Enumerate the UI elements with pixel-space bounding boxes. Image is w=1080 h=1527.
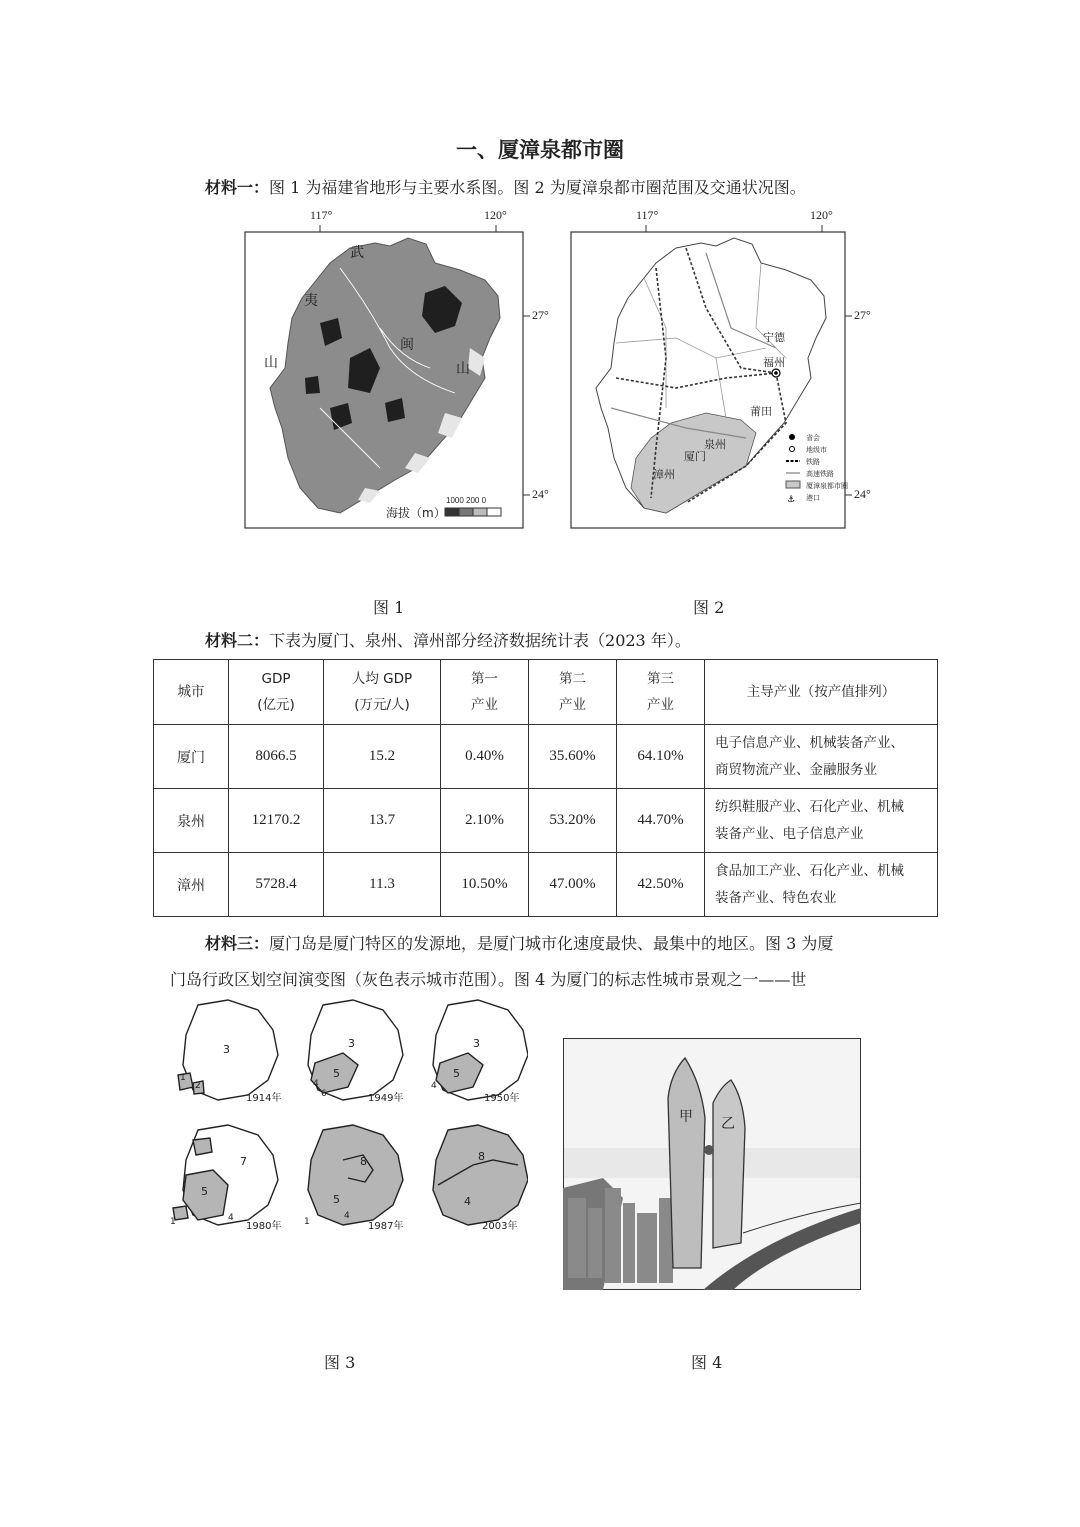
mountain-label-shan-1: 山 <box>264 355 278 371</box>
mountain-label-min: 闽 <box>400 337 414 353</box>
material1-label: 材料一： <box>205 178 270 197</box>
fig1-map-svg <box>230 208 530 538</box>
cell-secondary: 47.00% <box>529 853 617 917</box>
mountain-label-shan-2: 山 <box>456 361 470 377</box>
table-row <box>154 789 938 853</box>
cell-gdp: 12170.2 <box>229 789 324 853</box>
fig3-1987-label-1: 1 <box>304 1217 310 1227</box>
figure-1-caption: 图 1 <box>373 598 405 617</box>
panel-1949 <box>308 1000 403 1100</box>
fig3-1980-label-4: 4 <box>228 1213 234 1223</box>
header-city: 城市 <box>154 660 229 725</box>
header-per-capita-gdp: 人均 GDP (万元/人) <box>324 660 441 725</box>
fig3-1950-label-4: 4 <box>431 1081 437 1091</box>
legend-title: 海拔（m） <box>386 506 446 520</box>
tower-label-jia: 甲 <box>679 1109 693 1125</box>
city-zhangzhou: 漳州 <box>653 468 675 481</box>
panel-1980 <box>173 1125 278 1225</box>
fig1-lat-24: 24° <box>532 487 549 501</box>
material2-text: 下表为厦门、泉州、漳州部分经济数据统计表（2023 年）。 <box>269 631 691 650</box>
cell-gdp: 8066.5 <box>229 725 324 789</box>
fig2-lon-120: 120° <box>810 208 833 222</box>
fig3-1987-label-4: 4 <box>344 1211 350 1221</box>
material1-text: 图 1 为福建省地形与主要水系图。图 2 为厦漳泉都市圈范围及交通状况图。 <box>269 178 806 197</box>
fig1-lon-120: 120° <box>484 208 507 222</box>
cell-industries: 纺织鞋服产业、石化产业、机械 装备产业、电子信息产业 <box>705 789 938 853</box>
material2-paragraph <box>205 629 691 653</box>
mountain-label-yi: 夷 <box>304 293 318 309</box>
material2-label: 材料二： <box>205 631 270 650</box>
city-quanzhou: 泉州 <box>704 438 726 451</box>
legend-prefecture-city: 地级市 <box>806 446 827 454</box>
figure-3-island-evolution <box>168 995 528 1245</box>
legend-railway: 铁路 <box>806 458 820 466</box>
fig3-year-1914: 1914年 <box>246 1093 282 1104</box>
legend-highspeed-rail: 高速铁路 <box>806 470 834 478</box>
fig3-2003-label-4: 4 <box>464 1195 471 1208</box>
fig3-1914-label-1: 1 <box>180 1073 186 1083</box>
fig3-1914-label-3: 3 <box>223 1043 230 1056</box>
fig2-lat-24: 24° <box>854 487 871 501</box>
figure-4-caption: 图 4 <box>691 1353 723 1372</box>
city-putian: 莆田 <box>750 405 772 418</box>
fig3-1949-label-3: 3 <box>348 1037 355 1050</box>
cell-city: 漳州 <box>154 853 229 917</box>
fig3-1949-label-5: 5 <box>333 1067 340 1080</box>
fig2-lon-117: 117° <box>636 208 659 222</box>
fig3-1949-label-4: 4 <box>313 1079 319 1089</box>
panel-2003 <box>433 1125 528 1225</box>
fig2-lat-27: 27° <box>854 308 871 322</box>
cell-per-capita: 13.7 <box>324 789 441 853</box>
tower-jia <box>668 1058 705 1268</box>
legend-capital: 省会 <box>806 434 820 442</box>
figure-3-caption: 图 3 <box>324 1353 356 1372</box>
fig3-year-2003: 2003年 <box>482 1221 518 1232</box>
cell-primary: 0.40% <box>441 725 529 789</box>
fig3-year-1980: 1980年 <box>246 1221 282 1232</box>
fig1-lon-117: 117° <box>310 208 333 222</box>
table-row <box>154 725 938 789</box>
figure-1-terrain-map <box>230 208 549 538</box>
figure-4-landmark-photo <box>563 1038 861 1290</box>
cell-tertiary: 44.70% <box>617 789 705 853</box>
mountain-label-wu: 武 <box>350 245 364 261</box>
svg-text:⚓: ⚓ <box>787 495 796 505</box>
cell-city: 泉州 <box>154 789 229 853</box>
panel-1950 <box>433 1000 528 1100</box>
fig3-year-1949: 1949年 <box>368 1093 404 1104</box>
photo-marker-dot <box>704 1145 714 1155</box>
city-fuzhou: 福州 <box>763 356 785 369</box>
cell-industries: 电子信息产业、机械装备产业、 商贸物流产业、金融服务业 <box>705 725 938 789</box>
economic-data-table <box>153 659 938 917</box>
elevation-legend <box>445 508 501 516</box>
city-xiamen: 厦门 <box>684 450 706 463</box>
fig3-panels-svg <box>168 995 528 1245</box>
header-tertiary-industry: 第三 产业 <box>617 660 705 725</box>
legend-values: 1000 200 0 <box>446 496 487 505</box>
material3-text-1: 厦门岛是厦门特区的发源地，是厦门城市化速度最快、最集中的地区。图 3 为厦 <box>269 934 834 953</box>
table-header-row <box>154 660 938 725</box>
material3-paragraph-line2: 门岛行政区划空间演变图（灰色表示城市范围）。图 4 为厦门的标志性城市景观之一——世 <box>170 970 807 989</box>
fig3-1980-label-1: 1 <box>170 1217 176 1227</box>
panel-1987 <box>308 1125 403 1225</box>
fig3-year-1987: 1987年 <box>368 1221 404 1232</box>
section-title: 一、厦漳泉都市圈 <box>456 138 624 162</box>
material1-paragraph <box>205 176 806 200</box>
fig3-1980-label-5: 5 <box>201 1185 208 1198</box>
cell-per-capita: 11.3 <box>324 853 441 917</box>
header-secondary-industry: 第二 产业 <box>529 660 617 725</box>
cell-primary: 10.50% <box>441 853 529 917</box>
figure-2-caption: 图 2 <box>693 598 725 617</box>
header-primary-industry: 第一 产业 <box>441 660 529 725</box>
legend-metro-area: 厦漳泉都市圈 <box>806 482 848 490</box>
cell-tertiary: 42.50% <box>617 853 705 917</box>
fig3-1987-label-8: 8 <box>360 1155 367 1168</box>
fig2-legend-text <box>806 432 848 504</box>
tower-yi <box>713 1080 745 1248</box>
cell-gdp: 5728.4 <box>229 853 324 917</box>
header-gdp: GDP (亿元) <box>229 660 324 725</box>
cell-per-capita: 15.2 <box>324 725 441 789</box>
cell-city: 厦门 <box>154 725 229 789</box>
fig1-lat-27: 27° <box>532 308 549 322</box>
cell-industries: 食品加工产业、石化产业、机械 装备产业、特色农业 <box>705 853 938 917</box>
legend-port: 港口 <box>806 494 820 502</box>
fig3-1949-label-6: 6 <box>321 1089 327 1099</box>
fig3-year-1950: 1950年 <box>484 1093 520 1104</box>
fig3-2003-label-8: 8 <box>478 1150 485 1163</box>
fig3-1914-label-2: 2 <box>195 1081 201 1091</box>
material3-paragraph-line1 <box>205 932 833 956</box>
fig3-1980-label-7: 7 <box>240 1155 247 1168</box>
table-row <box>154 853 938 917</box>
cell-primary: 2.10% <box>441 789 529 853</box>
cell-secondary: 35.60% <box>529 725 617 789</box>
fig3-1950-label-5: 5 <box>453 1067 460 1080</box>
fig3-1987-label-5: 5 <box>333 1193 340 1206</box>
city-ningde: 宁德 <box>763 331 785 344</box>
header-leading-industries: 主导产业（按产值排列） <box>705 660 938 725</box>
fig3-1950-label-3: 3 <box>473 1037 480 1050</box>
cell-tertiary: 64.10% <box>617 725 705 789</box>
tower-label-yi: 乙 <box>721 1116 735 1132</box>
figure-2-transport-map <box>556 208 876 538</box>
fig4-photo-svg <box>563 1038 861 1290</box>
material3-label: 材料三： <box>205 934 270 953</box>
cell-secondary: 53.20% <box>529 789 617 853</box>
